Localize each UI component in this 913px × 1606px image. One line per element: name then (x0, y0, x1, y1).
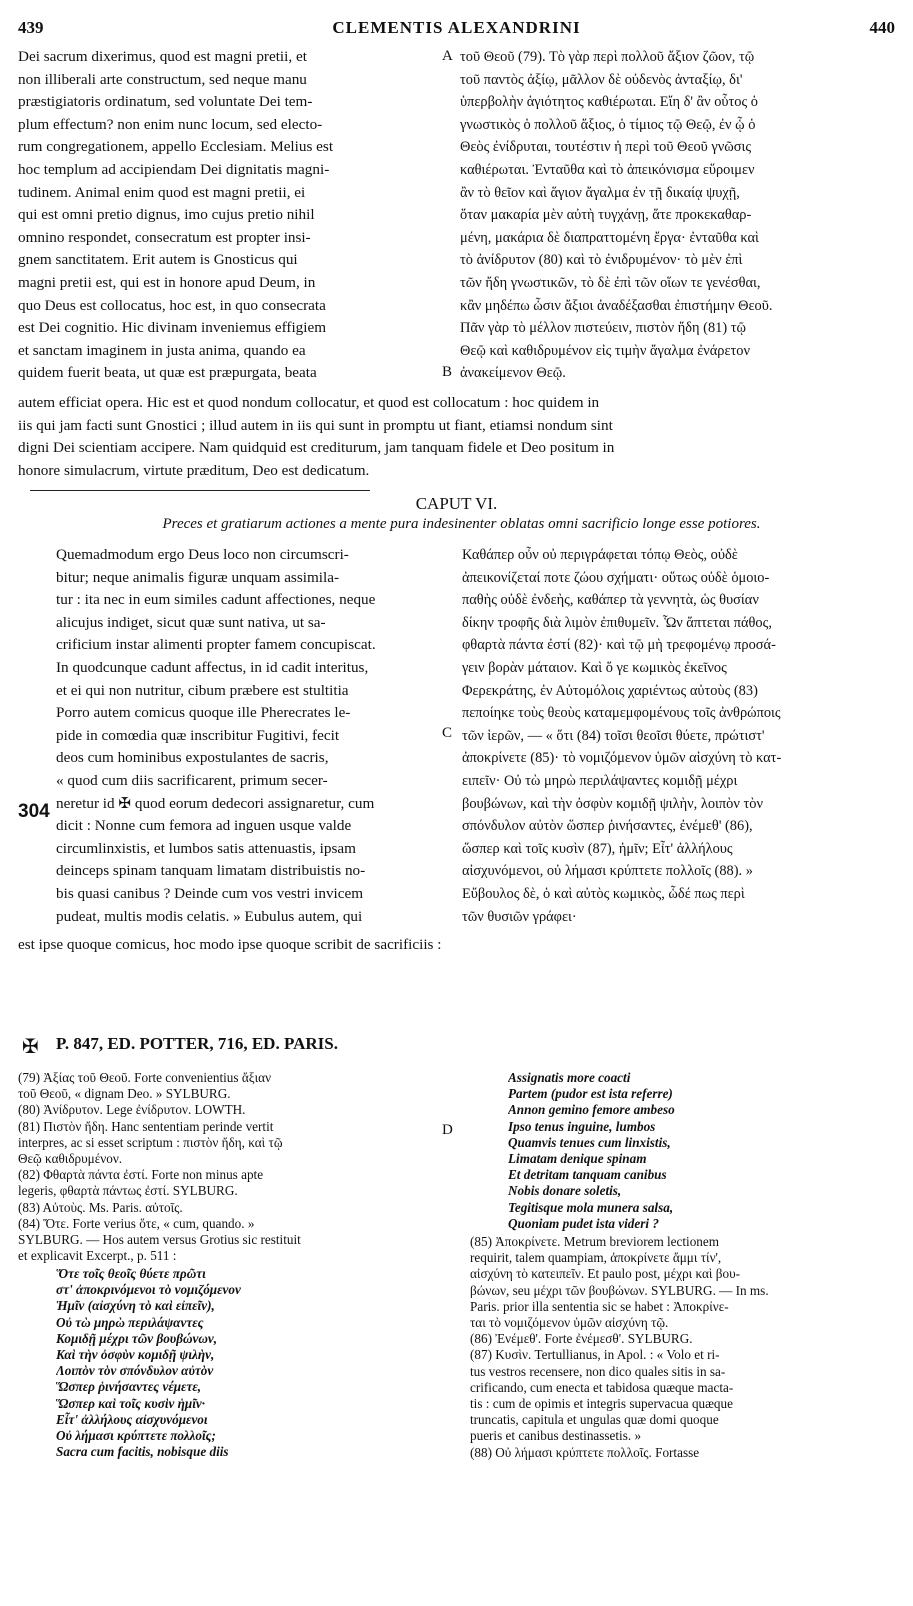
text-line: σπόνδυλον αὐτὸν ὥσπερ ῥινήσαντες, ἐνέμεθ' (86), (462, 818, 753, 835)
footnote-line: (88) Οὐ λήμασι κρύπτετε πολλοῖς. Fortasse (470, 1444, 700, 1460)
text-line: Φερεκράτης, ἐν Αὐτομόλοις χαριέντως αὐτοὺς (83) (462, 682, 758, 699)
verse-line: Assignatis more coacti (508, 1070, 631, 1085)
text-line: Θεὸς ἐνίδρυται, τουτέστιν ἡ περὶ τοῦ Θεοῦ γνῶσις (460, 139, 752, 156)
footnote-line: (85) Ἀποκρίνετε. Metrum breviorem lectionem (470, 1234, 720, 1249)
text-line: pide in comœdia quæ inscribitur Fugitivi, fecit (56, 726, 340, 744)
verse-line: Οὐ τὼ μηρὼ περιλάψαντες (56, 1314, 204, 1330)
text-line: Dei sacrum dixerimus, quod est magni pretii, et (18, 48, 307, 65)
chapter-title: CAPUT VI. (415, 494, 498, 513)
footnote-line: Θεῷ καθιδρυμένον. (18, 1151, 123, 1167)
text-line: magni pretii est, qui est in honore apud Deum, in (18, 273, 316, 291)
text-line: qui est omni pretio dignus, imo cujus pretio nihil (18, 206, 315, 224)
text-line: παθὴς οὐδὲ ἐνδεὴς, καθάπερ τὰ γεννητὰ, ὡς θυσίαν (462, 592, 759, 609)
text-line: ἂν τὸ θεῖον καὶ ἅγιον ἄγαλμα ἐν τῇ δικαίᾳ ψυχῇ, (460, 184, 740, 201)
text-line: bis quasi canibus ? Deinde cum vos vestri invicem (56, 884, 364, 902)
footnote-line: SYLBURG. — Hos autem versus Grotius sic restituit (18, 1232, 301, 1248)
text-line: bitur; neque animalis figuræ unquam assimila- (56, 568, 340, 586)
margin-letter-a: A (442, 48, 453, 64)
text-line: Porro autem comicus quoque ille Pherecrates le- (56, 704, 351, 722)
footnote-line: ται τὸ νομιζόμενον ὑμῶν αἰσχύνη τῷ. (470, 1315, 669, 1331)
latin-text-full-width (18, 392, 896, 484)
verse-line: Κομιδῇ μέχρι τῶν βουβώνων, (56, 1330, 218, 1346)
footnote-line: (83) Αὐτοὺς. Ms. Paris. αὐτοῖς. (18, 1199, 183, 1215)
footnote-line: requirit, talem quampiam, ἀποκρίνετε ἄμμι τίν', (470, 1250, 722, 1266)
verses-greek (56, 1266, 448, 1466)
footnote-line: (87) Κυσὶν. Tertullianus, in Apol. : « Volo et ri- (470, 1347, 720, 1363)
text-line: honore simulacrum, virtute præditum, Deo est dedicatum. (18, 461, 370, 479)
text-line: est Dei cognitio. Hic divinam inveniemus effigiem (18, 319, 327, 337)
verse-line: Et detritam tanquam canibus (508, 1167, 667, 1183)
running-header (18, 18, 895, 42)
text-line: digni Dei scientiam accipere. Nam quidquid est crediturum, jam tanquam fidele et Deo positum in (18, 439, 615, 457)
text-line: Θεῷ καὶ καθιδρυμένον εἰς τιμὴν ἄγαλμα ἐνάρετον (460, 342, 750, 359)
text-line: quo Deus est collocatus, hoc est, in quo consecrata (18, 296, 326, 314)
margin-letter-d: D (442, 1122, 453, 1138)
text-line: plum effectum? non enim nunc locum, sed electo- (18, 115, 323, 133)
text-line: τοῦ Θεοῦ (79). Τὸ γὰρ περὶ πολλοῦ ἄξιον ζῶον, τῷ (460, 49, 755, 65)
text-line: τῶν θυσιῶν γράφει· (462, 908, 577, 925)
footnote-line: αἰσχύνη τὸ κατειπεῖν. Et paulo post, μέχρι καὶ βου- (470, 1266, 741, 1282)
margin-letter-c: C (442, 725, 453, 741)
latin-text-top (18, 46, 436, 391)
footnote-line: et explicavit Excerpt., p. 511 : (18, 1248, 177, 1264)
verse-line: Ὅτε τοῖς θεοῖς θύετε πρῶτι (56, 1266, 206, 1281)
text-line: ἀπεικονίζεταί ποτε ζώου σχήματι· οὕτως οὐδὲ ὁμοιο- (462, 569, 770, 586)
text-line: deos cum hominibus expostulantes de sacris, (56, 749, 329, 767)
text-line: ἀποκρίνετε (85)· τὸ νομιζόμενον ὑμῶν αἰσχύνη τὸ κατ- (462, 750, 782, 767)
verse-line: Tegitisque mola munera salsa, (508, 1199, 674, 1215)
text-line: neretur id ✠ quod eorum dedecori assignaretur, cum (56, 794, 375, 812)
text-line: ἀνακείμενον Θεῷ. (460, 365, 566, 382)
text-line: tudinem. Animal enim quod est magni pretii, ei (18, 183, 306, 201)
text-line: μένη, μακάρια δὲ διαπραττομένη ἔργα· ἐνταῦθα καὶ (460, 229, 759, 246)
verse-line: Sacra cum facitis, nobisque diis (56, 1444, 229, 1460)
text-line: In quodcunque cadunt affectus, in id cadit interitus, (56, 658, 369, 676)
chapter-rule (30, 490, 370, 491)
text-line: γειν βορὰν μάταιον. Καὶ ὅ γε κωμικὸς ἐκεῖνος (462, 659, 727, 676)
verse-line: στ' ἀποκρινόμενοι τὸ νομιζόμενον (56, 1282, 241, 1298)
text-line: et ei qui non nutritur, cibum præbere est stultitia (56, 681, 349, 699)
text-line: Εὔβουλος δὲ, ὁ καὶ αὐτὸς κωμικὸς, ὧδέ πως περὶ (462, 885, 745, 902)
verse-line: Ipso tenus inguine, lumbos (508, 1118, 656, 1134)
footnote-line: (84) Ὅτε. Forte verius ὅτε, « cum, quando. » (18, 1215, 255, 1231)
text-line: et sanctam imaginem in justa anima, quando ea (18, 341, 306, 359)
text-line: αἰσχυνόμενοι, οὐ λήμασι κρύπτετε πολλοῖς (88). » (462, 863, 753, 880)
text-line: κἂν μηδέπω ὦσιν ἄξιοι ἀναδέξασθαι ἐπιστήμην Θεοῦ. (460, 297, 773, 314)
verse-line: Ὥσπερ καὶ τοῖς κυσὶν ἡμῖν· (56, 1395, 206, 1411)
text-line: Quemadmodum ergo Deus loco non circumscri- (56, 546, 349, 563)
text-line: hoc templum ad accipiendam Dei dignitatis magni- (18, 160, 330, 178)
verse-line: Ὥσπερ ῥινήσαντες νέμετε, (56, 1379, 202, 1395)
footnote-line: (79) Ἀξίας τοῦ Θεοῦ. Forte convenientius ἄξιαν (18, 1070, 272, 1085)
page-number-right: 440 (869, 18, 895, 37)
latin-after-line (18, 934, 896, 958)
text-line: ειπεῖν· Οὐ τὼ μηρὼ περιλάψαντες κομιδῇ μέχρι (462, 772, 738, 789)
text-line: πεποίηκε τοὺς θεοὺς καταμεμφομένους τοῖς ἀνθρώποις (462, 705, 781, 722)
text-line: crificium instar alimenti propter famem concupiscat. (56, 636, 376, 654)
page-marker: 304 (18, 801, 50, 822)
text-line: « quod cum diis sacrificarent, primum secer- (56, 771, 328, 789)
footnote-line: Paris. prior illa sententia sic se habet : Ἀποκρίνε- (470, 1298, 729, 1314)
text-line: Πᾶν γὰρ τὸ μέλλον πιστεύειν, πιστὸν ἤδη (81) τῷ (460, 320, 746, 337)
latin-text-middle (56, 544, 458, 934)
text-line: dicit : Nonne cum femora ad inguen usque valde (56, 817, 352, 835)
verse-line: Limatam denique spinam (508, 1151, 647, 1167)
text-line: iis qui jam facti sunt Gnostici ; illud autem in iis qui sunt in promptu ut fiant, etiamsi nondum sint (18, 416, 613, 434)
verses-latin (508, 1070, 896, 1234)
text-line: τὸ ἀνίδρυτον (80) καὶ τὸ ἐνιδρυμένον· τὸ μὲν ἐπὶ (460, 252, 743, 269)
page-number-left: 439 (18, 18, 44, 37)
verse-line: Partem (pudor est ista referre) (508, 1086, 673, 1102)
footnote-line: (86) Ἐνέμεθ'. Forte ἐνέμεσθ'. SYLBURG. (470, 1331, 693, 1347)
greek-text-top (460, 46, 896, 391)
verse-line: Εἶτ' ἀλλήλους αἰσχυνόμενοι (56, 1411, 208, 1427)
text-line: alicujus indiget, sicut quæ sunt nativa, ut sa- (56, 613, 326, 631)
footnote-line: pueris et canibus destinassetis. » (470, 1428, 642, 1444)
footnote-line: (82) Φθαρτὰ πάντα ἐστί. Forte non minus apte (18, 1167, 264, 1183)
text-line: circumlinxistis, et lumbos satis attenuastis, ipsam (56, 839, 356, 857)
footnotes-right (470, 1234, 896, 1466)
text-line: ὥσπερ καὶ τοῖς κυσὶν (87), ἡμῖν; Εἶτ' ἀλλήλους (462, 840, 733, 857)
footnote-line: tus vestros recensere, non dico quales sitis in sa- (470, 1363, 726, 1379)
chapter-subtitle: Preces et gratiarum actiones a mente pura indesinenter oblatas omni sacrificio longe esse potiores. (162, 516, 761, 532)
text-line: autem efficiat opera. Hic est et quod nondum collocatur, et quod est collocatum : hoc quidem in (18, 394, 600, 411)
verse-line: Annon gemino femore ambeso (508, 1102, 675, 1118)
text-line: γνωστικὸς ὁ πολλοῦ ἄξιος, ὁ τίμιος τῷ Θεῷ, ἐν ᾧ ὁ (460, 116, 756, 133)
text-line: deinceps spinam tanquam limatam distribuistis no- (56, 862, 366, 880)
text-line: ὅταν μακαρία μὲν αὐτὴ τυγχάνῃ, ἅτε προκεκαθαρ- (460, 207, 752, 224)
margin-letter-b: B (442, 364, 453, 380)
footnote-line: tis : cum de opimis et integris supervacua quæque (470, 1396, 733, 1412)
verse-line: Καὶ τὴν ὀσφὺν κομιδῇ ψιλὴν, (56, 1347, 215, 1363)
text-line: τοῦ παντὸς ἀξίῳ, μᾶλλον δὲ οὐδενὸς ἀνταξίῳ, δι' (460, 71, 743, 88)
text-line: tur : ita nec in eum similes cadunt affectiones, neque (56, 591, 376, 609)
verse-line: Λοιπὸν τὸν σπόνδυλον αὐτὸν (56, 1363, 214, 1379)
text-line: καθιέρωται. Ἐνταῦθα καὶ τὸ ἀπεικόνισμα εὕροιμεν (460, 161, 755, 178)
text-line: Καθάπερ οὖν οὐ περιγράφεται τόπῳ Θεὸς, οὐδὲ (462, 547, 738, 563)
verse-line: Nobis donare soletis, (508, 1183, 622, 1199)
text-line: τῶν ἤδη γνωστικῶν, τὸ δὲ ἐπὶ τῶν οἵων τε γενέσθαι, (460, 274, 761, 291)
text-line: pudeat, multis modis celatis. » Eubulus autem, qui (56, 907, 363, 925)
running-title: CLEMENTIS ALEXANDRINI (332, 18, 581, 37)
verse-line: Ἡμῖν (αἰσχύνη τὸ καὶ εἰπεῖν), (56, 1298, 215, 1314)
footnote-line: (81) Πιστὸν ἤδη. Hanc sententiam perinde vertit (18, 1118, 274, 1134)
footnote-line: legeris, φθαρτὰ πάντως ἐστί. SYLBURG. (18, 1183, 238, 1199)
greek-text-middle (462, 544, 896, 934)
text-line: præstigiatoris ordinatum, sed voluntate Dei tem- (18, 93, 313, 111)
text-line: quidem fuerit beata, ut quæ est præpurgata, beata (18, 364, 317, 382)
latin-after-text: est ipse quoque comicus, hoc modo ipse quoque scribit de sacrificiis : (18, 936, 442, 953)
text-line: τῶν ἱερῶν, — « ὅτι (84) τοῖσι θεοῖσι θύετε, πρώτιστ' (462, 727, 765, 744)
footnote-line: (80) Ἀνίδρυτον. Lege ἐνίδρυτον. LOWTH. (18, 1102, 246, 1118)
verse-line: Quoniam pudet ista videri ? (508, 1215, 659, 1231)
text-line: gnem sanctitatem. Erit autem is Gnosticus qui (18, 251, 298, 269)
footnote-line: crificando, cum enecta et tabidosa quæque macta- (470, 1379, 734, 1395)
text-line: ὑπερβολὴν ἁγιότητος καθιέρωται. Εἴη δ' ἂν οὗτος ὁ (460, 94, 758, 111)
text-line: δίκην τροφῆς διὰ λιμὸν ἐπιθυμεῖν. Ὧν ἅπτεται πάθος, (462, 614, 772, 631)
footnote-line: τοῦ Θεοῦ, « dignam Deo. » SYLBURG. (18, 1086, 231, 1102)
text-line: omnino respondet, consecratum est propter insi- (18, 228, 311, 246)
text-line: rum congregationem, appello Ecclesiam. Melius est (18, 138, 334, 156)
text-line: βουβώνων, καὶ τὴν ὀσφὺν κομιδῇ ψιλὴν, λοιπὸν τὸν (462, 795, 763, 812)
footnote-line: βώνων, seu μέχρι τῶν βουβώνων. SYLBURG. — In ms. (470, 1282, 769, 1298)
edition-reference: P. 847, ED. POTTER, 716, ED. PARIS. (56, 1034, 338, 1053)
cross-icon: ✠ (22, 1034, 39, 1058)
text-line: non illiberali arte constructum, sed neque manu (18, 70, 307, 88)
footnote-line: interpres, ac si esset scriptum : πιστὸν ἤδη, καὶ τῷ (18, 1134, 283, 1150)
footnotes-left (18, 1070, 448, 1266)
verse-line: Quamvis tenues cum linxistis, (508, 1134, 671, 1150)
verse-line: Οὐ λήμασι κρύπτετε πολλοῖς; (56, 1428, 216, 1444)
footnote-line: truncatis, capitula et ungulas quæ domi quoque (470, 1412, 719, 1428)
text-line: φθαρτὰ πάντα ἐστί (82)· καὶ τῷ μὴ τρεφομένῳ προσά- (462, 637, 776, 654)
